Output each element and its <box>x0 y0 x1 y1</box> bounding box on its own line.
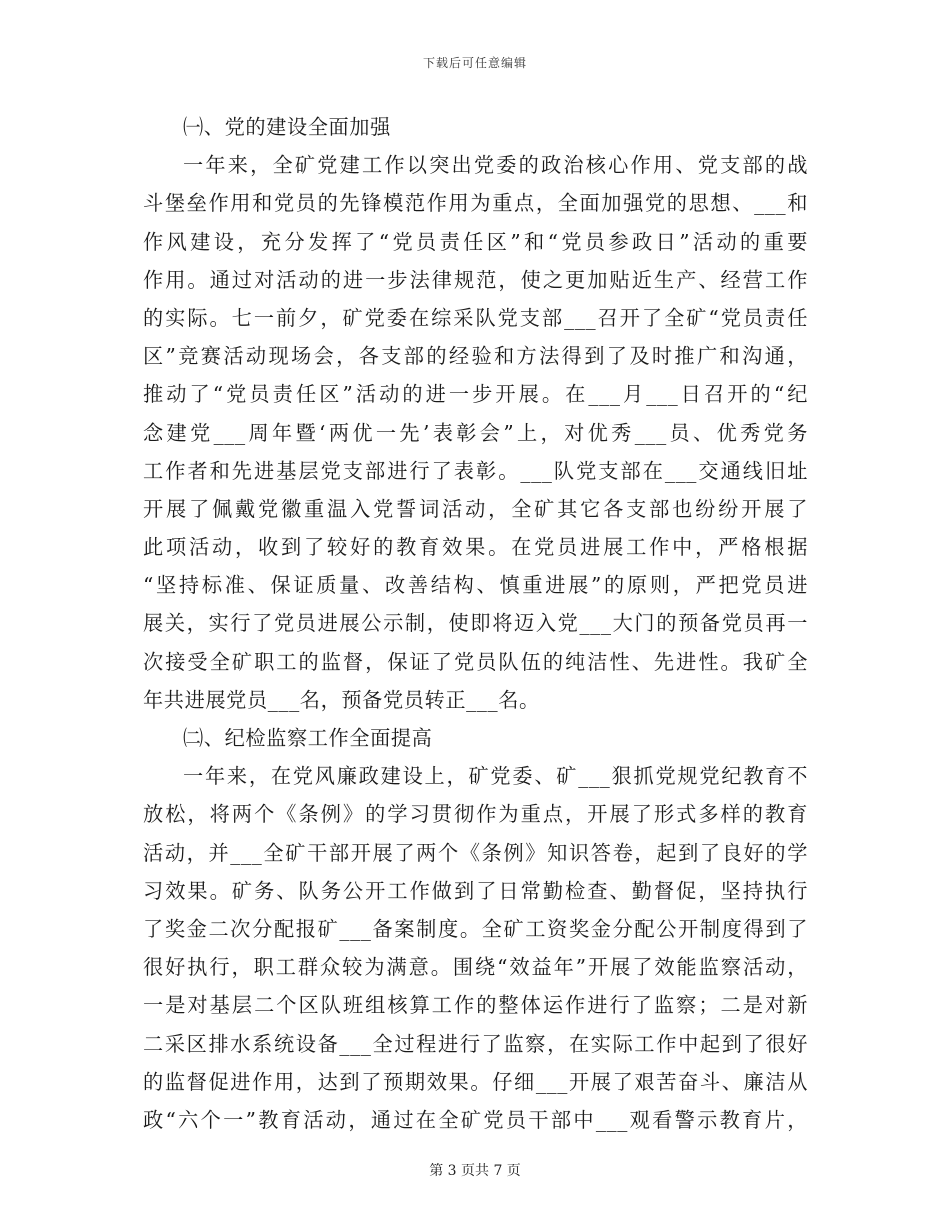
page-number: 第 3 页共 7 页 <box>429 1163 521 1179</box>
document-body <box>143 108 808 1139</box>
paragraph-line: 工作者和先进基层党支部进行了表彰。___队党支部在___交通线旧址 <box>143 458 808 483</box>
paragraph-line: 了奖金二次分配报矿___备案制度。全矿工资奖金分配公开制度得到了 <box>143 916 808 941</box>
paragraph-line: 年共进展党员___名，预备党员转正___名。 <box>143 687 540 712</box>
paragraph-line: 推动了“党员责任区”活动的进一步开展。在___月___日召开的“纪 <box>143 382 808 407</box>
paragraph-line: 活动，并___全矿干部开展了两个《条例》知识答卷，起到了良好的学 <box>143 840 808 865</box>
paragraph-line: 的实际。七一前夕，矿党委在综采队党支部___召开了全矿“党员责任 <box>143 305 808 330</box>
paragraph-line: 念建党___周年暨‘两优一先’表彰会”上，对优秀___员、优秀党务 <box>143 420 808 445</box>
paragraph-line: 习效果。矿务、队务公开工作做到了日常勤检查、勤督促，坚持执行 <box>143 878 808 903</box>
paragraph-line: 一是对基层二个区队班组核算工作的整体运作进行了监察；二是对新 <box>143 993 808 1018</box>
paragraph-line: 此项活动，收到了较好的教育效果。在党员进展工作中，严格根据 <box>143 535 808 560</box>
paragraph-line: 次接受全矿职工的监督，保证了党员队伍的纯洁性、先进性。我矿全 <box>143 649 808 674</box>
paragraph-line: 很好执行，职工群众较为满意。围绕“效益年”开展了效能监察活动， <box>143 955 808 980</box>
section-heading-2: ㈡、纪检监察工作全面提高 <box>183 726 433 750</box>
paragraph-line: 政“六个一”教育活动，通过在全矿党员干部中___观看警示教育片， <box>143 1107 808 1132</box>
paragraph-line: 开展了佩戴党徽重温入党誓词活动，全矿其它各支部也纷纷开展了 <box>143 496 808 521</box>
paragraph-line: 作风建设，充分发挥了“党员责任区”和“党员参政日”活动的重要 <box>143 229 808 254</box>
section-heading-1: ㈠、党的建设全面加强 <box>183 115 391 139</box>
paragraph-line: 作用。通过对活动的进一步法律规范，使之更加贴近生产、经营工作 <box>143 267 808 292</box>
page-header: 下载后可任意编辑 <box>422 56 527 70</box>
paragraph-line: 区”竞赛活动现场会，各支部的经验和方法得到了及时推广和沟通， <box>143 344 808 369</box>
paragraph-line: “坚持标准、保证质量、改善结构、慎重进展”的原则，严把党员进 <box>143 573 808 598</box>
paragraph-line: 一年来，全矿党建工作以突出党委的政治核心作用、党支部的战 <box>183 153 808 178</box>
paragraph-line: 展关，实行了党员进展公示制，使即将迈入党___大门的预备党员再一 <box>143 611 808 636</box>
paragraph-line: 斗堡垒作用和党员的先锋模范作用为重点，全面加强党的思想、___和 <box>143 191 808 216</box>
paragraph-line: 的监督促进作用，达到了预期效果。仔细___开展了艰苦奋斗、廉洁从 <box>143 1069 808 1094</box>
paragraph-line: 二采区排水系统设备___全过程进行了监察，在实际工作中起到了很好 <box>143 1031 808 1056</box>
paragraph-line: 放松，将两个《条例》的学习贯彻作为重点，开展了形式多样的教育 <box>143 802 808 827</box>
paragraph-line: 一年来，在党风廉政建设上，矿党委、矿___狠抓党规党纪教育不 <box>183 764 808 789</box>
